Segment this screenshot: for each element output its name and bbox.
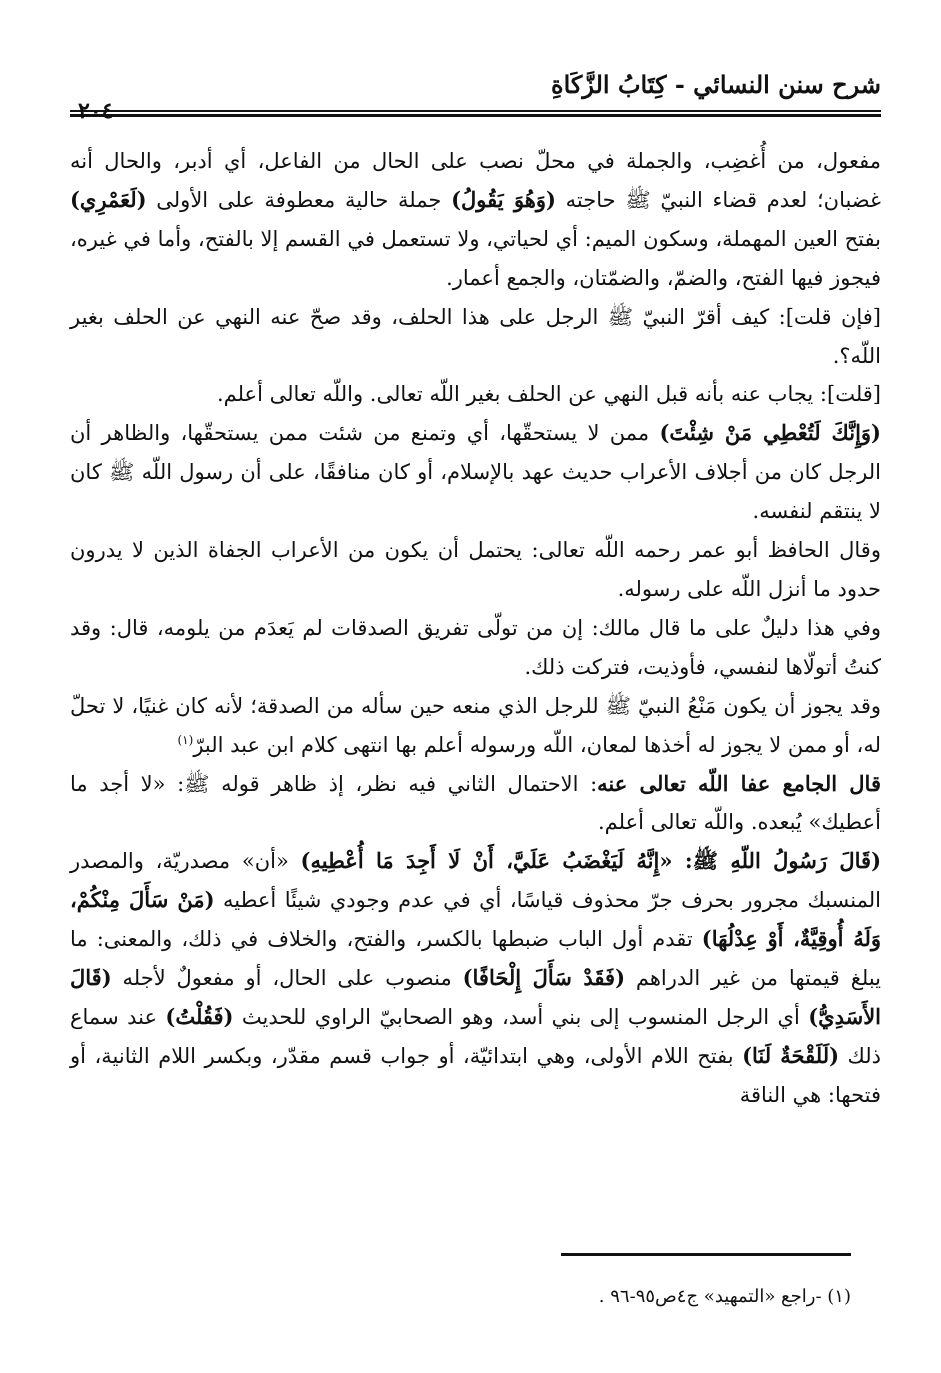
- bold-quote: (مَنْ سَأَلَ مِنْكُمْ، وَلَهُ أُوقِيَّةٌ، أَوْ عِدْلُهَا): [70, 887, 882, 952]
- text-run: عند سماع ذلك: [70, 1004, 881, 1068]
- text-run: «أن» مصدريّة، والمصدر المنسبك مجرور بحرف جرّ محذوف قياسًا، أي في عدم وجودي شيئًا أعطيه: [70, 849, 881, 913]
- paragraph-1: [70, 142, 881, 298]
- text-run: تقدم أول الباب ضبطها بالكسر، والفتح، والخلاف في ذلك، والمعنى: ما يبلغ قيمتها من غير الدراهم: [70, 927, 881, 991]
- paragraph-8: [70, 765, 881, 843]
- text-run: وقد يجوز أن يكون مَنْعُ النبيّ ﷺ للرجل الذي منعه حين سأله من الصدقة؛ لأنه كان غنيًا، لا تحلّ له، أو ممن لا يجوز له أخذها لمعان، اللّه ورسوله أعلم بها انتهى كلام ابن عبد البرّ: [70, 693, 881, 757]
- bold-quote: (قَالَ الأَسَدِيُّ): [70, 965, 882, 1029]
- paragraph-2: [فإن قلت]: كيف أقرّ النبيّ ﷺ الرجل على هذا الحلف، وقد صحّ عنه النهي عن الحلف بغير اللّه؟.: [70, 304, 881, 368]
- text-run: جملة حالية معطوفة على الأولى: [146, 187, 452, 212]
- text-run: بفتح اللام الأولى، وهي ابتدائيّة، أو جواب قسم مقدّر، وبكسر اللام الثانية، أو فتحها: هي الناقة: [70, 1043, 881, 1107]
- text-run: منصوب على الحال، أو مفعولٌ لأجله: [111, 966, 463, 991]
- bold-quote: (قَالَ رَسُولُ اللّهِ ﷺ: «إِنَّهُ لَيَغْضَبُ عَلَيَّ، أَنْ لَا أَجِدَ مَا أُعْطِيهِ): [300, 848, 881, 874]
- text-run: بفتح العين المهملة، وسكون الميم: أي لحياتي، ولا تستعمل في القسم إلا بالفتح، وأما في غيره، فيجوز فيها الفتح، والضمّ، والضمّتان، والجمع أعمار.: [70, 226, 881, 290]
- bold-quote: (وَهُوَ يَقُولُ): [451, 186, 556, 212]
- bold-quote: (فَقَدْ سَأَلَ إِلْحَافًا): [462, 965, 626, 991]
- bold-quote: (لَعَمْرِي): [70, 186, 147, 212]
- bold-quote: (لَلَقْحَةٌ لَنَا): [742, 1042, 840, 1068]
- footnote-reference[interactable]: (١): [177, 732, 194, 747]
- text-run: أي الرجل المنسوب إلى بني أسد، وهو الصحابيّ الراوي للحديث: [233, 1004, 809, 1029]
- header-rule-thick: [70, 114, 881, 117]
- main-text: [70, 142, 881, 1115]
- running-header: [70, 58, 881, 124]
- paragraph-9: [70, 842, 881, 1114]
- header-title: شرح سنن النسائي - كِتَابُ الزَّكَاةِ: [551, 70, 881, 99]
- paragraph-3: [قلت]: يجاب عنه بأنه قبل النهي عن الحلف بغير اللّه تعالى. واللّه تعالى أعلم.: [216, 382, 881, 407]
- bold-quote: (فَقُلْتُ): [165, 1003, 234, 1029]
- paragraph-7: [70, 687, 881, 765]
- paragraph-6: وفي هذا دليلٌ على ما قال مالك: إن من تولّى تفريق الصدقات لم يَعدَم من يلومه، قال: وقد كنتُ أتولّاها لنفسي، فأوذيت، فتركت ذلك.: [70, 615, 881, 679]
- text-run: ممن لا يستحقّها، أي وتمنع من شئت ممن يستحقّها، والظاهر أن الرجل كان من أجلاف الأعراب حديث عهد بالإسلام، أو كان منافقًا، على أن رسول اللّه ﷺ كان لا ينتقم لنفسه.: [70, 421, 881, 524]
- paragraph-4: [70, 414, 881, 531]
- bold-quote: قال الجامع عفا اللّه تعالى عنه: [597, 770, 881, 796]
- bold-quote: (وَإِنَّكَ لَتُعْطِي مَنْ شِئْتَ): [659, 420, 881, 446]
- paragraph-5: وقال الحافظ أبو عمر رحمه اللّه تعالى: يحتمل أن يكون من الأعراب الجفاة الذين لا يدرون حدود ما أنزل اللّه على رسوله.: [70, 538, 881, 601]
- footnote-rule: [561, 1253, 851, 1256]
- footnote: (١) -راجع «التمهيد» ج٤ص٩٥-٩٦ .: [598, 1286, 851, 1307]
- page-number: ٢٠٤: [78, 98, 114, 124]
- header-rule-thin: [70, 110, 881, 112]
- text-run: : الاحتمال الثاني فيه نظر، إذ ظاهر قوله ﷺ: «لا أجد ما أعطيك» يُبعده. واللّه تعالى أعلم.: [70, 771, 881, 835]
- text-run: مفعول، من أُغضِب، والجملة في محلّ نصب على الحال من الفاعل، أي أدبر، والحال أنه غضبان؛ لعدم قضاء النبيّ ﷺ حاجته: [70, 149, 882, 212]
